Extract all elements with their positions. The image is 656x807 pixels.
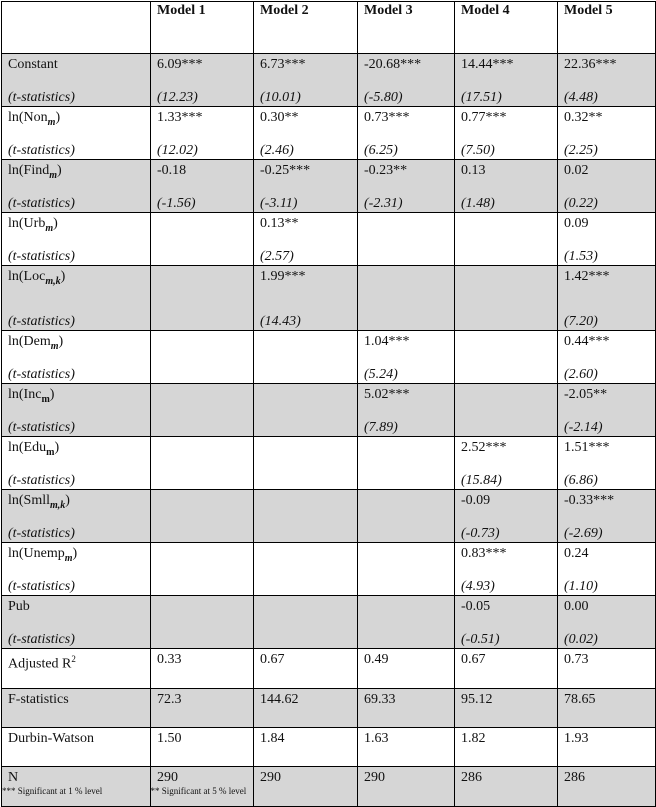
statistic-value: 286 (564, 770, 585, 785)
statistic-value: 286 (461, 770, 482, 785)
statistic-label-cell (2, 649, 151, 689)
t-statistic: (7.50) (461, 143, 495, 158)
coefficient: 0.44*** (564, 334, 610, 349)
statistic-name: N (8, 770, 19, 785)
variable-name: ln(Urb (8, 216, 46, 231)
table-row (2, 384, 656, 437)
table-row (2, 596, 656, 649)
table-row (2, 689, 656, 728)
model-5-cell (558, 490, 656, 543)
coefficient: 1.33*** (157, 110, 203, 125)
model-3-cell (358, 384, 455, 437)
model-4-cell (455, 54, 558, 107)
model-1-cell (151, 437, 254, 490)
model-1-cell (151, 107, 254, 160)
model-2-cell (254, 728, 358, 767)
statistic-value: 290 (157, 770, 178, 785)
table-row (2, 213, 656, 266)
variable-close: ) (53, 216, 58, 231)
t-statistic: (15.84) (461, 473, 502, 488)
statistic-value: 78.65 (564, 692, 596, 707)
coefficient: -0.33*** (564, 493, 615, 508)
variable-close: ) (65, 493, 70, 508)
statistic-value: 0.49 (364, 652, 389, 667)
model-4-cell (455, 331, 558, 384)
model-3-cell (358, 543, 455, 596)
model-5-cell (558, 266, 656, 331)
variable-subscript: m (45, 222, 54, 234)
coefficient: 0.73*** (364, 110, 410, 125)
model-2-cell (254, 384, 358, 437)
variable-name: ln(Find (8, 163, 50, 178)
coefficient: 22.36*** (564, 57, 617, 72)
coefficient: 6.73*** (260, 57, 306, 72)
t-statistic: (-2.69) (564, 526, 603, 541)
model-3-cell (358, 213, 455, 266)
statistic-label-cell (2, 689, 151, 728)
variable-name: ln(Loc (8, 269, 46, 284)
t-statistic: (-2.14) (564, 420, 603, 435)
model-5-cell (558, 160, 656, 213)
tstat-label: (t-statistics) (8, 249, 75, 264)
variable-name: ln(Smll (8, 493, 51, 508)
coefficient: 1.42*** (564, 269, 610, 284)
model-4-cell (455, 384, 558, 437)
model-4-cell (455, 543, 558, 596)
statistic-value: 290 (364, 770, 385, 785)
regression-table (1, 1, 656, 807)
t-statistic: (17.51) (461, 90, 502, 105)
coefficient: -0.09 (461, 493, 491, 508)
t-statistic: (-0.51) (461, 632, 500, 647)
header-cell-model-2: Model 2 (254, 2, 358, 54)
tstat-label: (t-statistics) (8, 420, 75, 435)
model-4-cell (455, 266, 558, 331)
footnote-5pct: ** Significant at 5 % level (150, 786, 247, 796)
model-2-cell (254, 107, 358, 160)
variable-name: Constant (8, 57, 58, 72)
model-4-cell (455, 728, 558, 767)
coefficient: 0.24 (564, 546, 589, 561)
tstat-label: (t-statistics) (8, 579, 75, 594)
variable-subscript: m (46, 446, 55, 458)
coefficient: -20.68*** (364, 57, 422, 72)
footnote-1pct: *** Significant at 1 % level (2, 786, 103, 796)
t-statistic: (-2.31) (364, 196, 403, 211)
coefficient: 0.09 (564, 216, 589, 231)
model-1-cell (151, 331, 254, 384)
t-statistic: (4.48) (564, 90, 598, 105)
t-statistic: (10.01) (260, 90, 301, 105)
t-statistic: (-1.56) (157, 196, 196, 211)
tstat-label: (t-statistics) (8, 196, 75, 211)
model-3-cell (358, 689, 455, 728)
t-statistic: (1.10) (564, 579, 598, 594)
statistic-label-cell (2, 728, 151, 767)
coefficient: 6.09*** (157, 57, 203, 72)
model-4-cell (455, 107, 558, 160)
model-1-cell (151, 384, 254, 437)
t-statistic: (2.60) (564, 367, 598, 382)
t-statistic: (12.23) (157, 90, 198, 105)
model-1-cell (151, 596, 254, 649)
statistic-value: 0.33 (157, 652, 182, 667)
coefficient: 1.51*** (564, 440, 610, 455)
t-statistic: (5.24) (364, 367, 398, 382)
t-statistic: (7.20) (564, 314, 598, 329)
model-3-cell (358, 331, 455, 384)
coefficient: -0.05 (461, 599, 491, 614)
variable-label-cell (2, 331, 151, 384)
variable-label-cell (2, 266, 151, 331)
model-4-cell (455, 689, 558, 728)
model-2-cell (254, 490, 358, 543)
model-1-cell (151, 213, 254, 266)
statistic-value: 72.3 (157, 692, 182, 707)
variable-close: ) (55, 110, 61, 125)
statistic-superscript: 2 (71, 654, 76, 664)
statistic-value: 1.63 (364, 731, 389, 746)
model-5-cell (558, 54, 656, 107)
variable-subscript: m (50, 340, 59, 352)
variable-subscript: m (49, 169, 58, 181)
header-cell-model-5: Model 5 (558, 2, 656, 54)
variable-close: ) (58, 334, 64, 349)
t-statistic: (1.53) (564, 249, 598, 264)
coefficient: -0.23** (364, 163, 408, 178)
variable-close: ) (72, 546, 78, 561)
model-3-cell (358, 490, 455, 543)
variable-label-cell (2, 596, 151, 649)
model-3-cell (358, 54, 455, 107)
tstat-label: (t-statistics) (8, 632, 75, 647)
statistic-value: 0.67 (461, 652, 486, 667)
t-statistic: (2.46) (260, 143, 294, 158)
model-4-cell (455, 767, 558, 807)
coefficient: 0.30** (260, 110, 299, 125)
variable-subscript: m (47, 116, 56, 128)
variable-subscript: m (64, 552, 73, 564)
model-5-cell (558, 543, 656, 596)
model-3-cell (358, 107, 455, 160)
tstat-label: (t-statistics) (8, 143, 75, 158)
table-body (2, 54, 656, 807)
table-row (2, 649, 656, 689)
model-2-cell (254, 213, 358, 266)
header-cell-model-1: Model 1 (151, 2, 254, 54)
variable-label-cell (2, 437, 151, 490)
table-row (2, 728, 656, 767)
t-statistic: (-3.11) (260, 196, 298, 211)
model-2-cell (254, 649, 358, 689)
t-statistic: (-0.73) (461, 526, 500, 541)
coefficient: 0.13 (461, 163, 486, 178)
model-1-cell (151, 490, 254, 543)
table-row (2, 437, 656, 490)
t-statistic: (1.48) (461, 196, 495, 211)
variable-name: ln(Edu (8, 440, 47, 455)
model-2-cell (254, 689, 358, 728)
statistic-value: 1.84 (260, 731, 285, 746)
model-2-cell (254, 437, 358, 490)
variable-close: ) (54, 440, 60, 455)
model-5-cell (558, 767, 656, 807)
t-statistic: (-5.80) (364, 90, 403, 105)
header-cell-variable (2, 2, 151, 54)
coefficient: 5.02*** (364, 387, 410, 402)
model-2-cell (254, 160, 358, 213)
t-statistic: (6.25) (364, 143, 398, 158)
model-3-cell (358, 649, 455, 689)
variable-label-cell (2, 213, 151, 266)
model-3-cell (358, 266, 455, 331)
coefficient: 1.04*** (364, 334, 410, 349)
statistic-value: 95.12 (461, 692, 493, 707)
statistic-name: Durbin-Watson (8, 731, 94, 746)
variable-label-cell (2, 160, 151, 213)
statistic-value: 1.82 (461, 731, 486, 746)
model-3-cell (358, 596, 455, 649)
statistic-value: 144.62 (260, 692, 299, 707)
variable-close: ) (57, 163, 62, 178)
model-4-cell (455, 437, 558, 490)
table-row (2, 331, 656, 384)
coefficient: 0.02 (564, 163, 589, 178)
model-5-cell (558, 649, 656, 689)
coefficient: -0.25*** (260, 163, 311, 178)
model-2-cell (254, 331, 358, 384)
variable-name: Pub (8, 599, 30, 614)
statistic-value: 0.67 (260, 652, 285, 667)
table-row (2, 54, 656, 107)
table-row (2, 490, 656, 543)
statistic-value: 0.73 (564, 652, 589, 667)
model-5-cell (558, 213, 656, 266)
model-4-cell (455, 213, 558, 266)
model-5-cell (558, 596, 656, 649)
model-5-cell (558, 331, 656, 384)
model-3-cell (358, 437, 455, 490)
statistic-value: 1.93 (564, 731, 589, 746)
variable-subscript: m,k (50, 499, 66, 511)
table-row (2, 543, 656, 596)
tstat-label: (t-statistics) (8, 90, 75, 105)
statistic-value: 1.50 (157, 731, 182, 746)
tstat-label: (t-statistics) (8, 314, 75, 329)
model-2-cell (254, 54, 358, 107)
coefficient: 1.99*** (260, 269, 306, 284)
model-2-cell (254, 596, 358, 649)
t-statistic: (0.02) (564, 632, 598, 647)
t-statistic: (0.22) (564, 196, 598, 211)
model-5-cell (558, 107, 656, 160)
tstat-label: (t-statistics) (8, 526, 75, 541)
t-statistic: (12.02) (157, 143, 198, 158)
variable-name: ln(Unemp (8, 546, 65, 561)
coefficient: 0.83*** (461, 546, 507, 561)
model-2-cell (254, 543, 358, 596)
variable-close: ) (49, 387, 55, 402)
model-5-cell (558, 689, 656, 728)
model-1-cell (151, 266, 254, 331)
model-1-cell (151, 728, 254, 767)
statistic-value: 290 (260, 770, 281, 785)
variable-label-cell (2, 54, 151, 107)
t-statistic: (6.86) (564, 473, 598, 488)
model-5-cell (558, 437, 656, 490)
model-1-cell (151, 649, 254, 689)
variable-close: ) (60, 269, 66, 284)
t-statistic: (2.25) (564, 143, 598, 158)
coefficient: 0.77*** (461, 110, 507, 125)
coefficient: 2.52*** (461, 440, 507, 455)
t-statistic: (7.89) (364, 420, 398, 435)
t-statistic: (2.57) (260, 249, 294, 264)
variable-subscript: m,k (45, 275, 61, 287)
model-5-cell (558, 728, 656, 767)
t-statistic: (4.93) (461, 579, 495, 594)
table-row (2, 107, 656, 160)
variable-label-cell (2, 107, 151, 160)
model-5-cell (558, 384, 656, 437)
coefficient: 0.32** (564, 110, 603, 125)
coefficient: 14.44*** (461, 57, 514, 72)
model-1-cell (151, 54, 254, 107)
variable-label-cell (2, 490, 151, 543)
variable-name: ln(Dem (8, 334, 51, 349)
header-cell-model-4: Model 4 (455, 2, 558, 54)
variable-name: ln(Inc (8, 387, 42, 402)
statistic-value: 69.33 (364, 692, 396, 707)
tstat-label: (t-statistics) (8, 473, 75, 488)
model-3-cell (358, 767, 455, 807)
variable-label-cell (2, 543, 151, 596)
model-1-cell (151, 160, 254, 213)
variable-label-cell (2, 384, 151, 437)
model-1-cell (151, 689, 254, 728)
statistic-name: Adjusted R (8, 656, 72, 672)
model-3-cell (358, 728, 455, 767)
table-row (2, 266, 656, 331)
coefficient: -0.18 (157, 163, 187, 178)
header-row (2, 2, 656, 54)
variable-subscript: m (41, 393, 50, 405)
coefficient: -2.05** (564, 387, 608, 402)
coefficient: 0.00 (564, 599, 589, 614)
model-1-cell (151, 543, 254, 596)
model-4-cell (455, 649, 558, 689)
model-4-cell (455, 490, 558, 543)
statistic-name: F-statistics (8, 692, 69, 707)
header-cell-model-3: Model 3 (358, 2, 455, 54)
tstat-label: (t-statistics) (8, 367, 75, 382)
model-2-cell (254, 266, 358, 331)
model-4-cell (455, 596, 558, 649)
model-4-cell (455, 160, 558, 213)
t-statistic: (14.43) (260, 314, 301, 329)
coefficient: 0.13** (260, 216, 299, 231)
table-row (2, 160, 656, 213)
variable-name: ln(Non (8, 110, 48, 125)
model-3-cell (358, 160, 455, 213)
